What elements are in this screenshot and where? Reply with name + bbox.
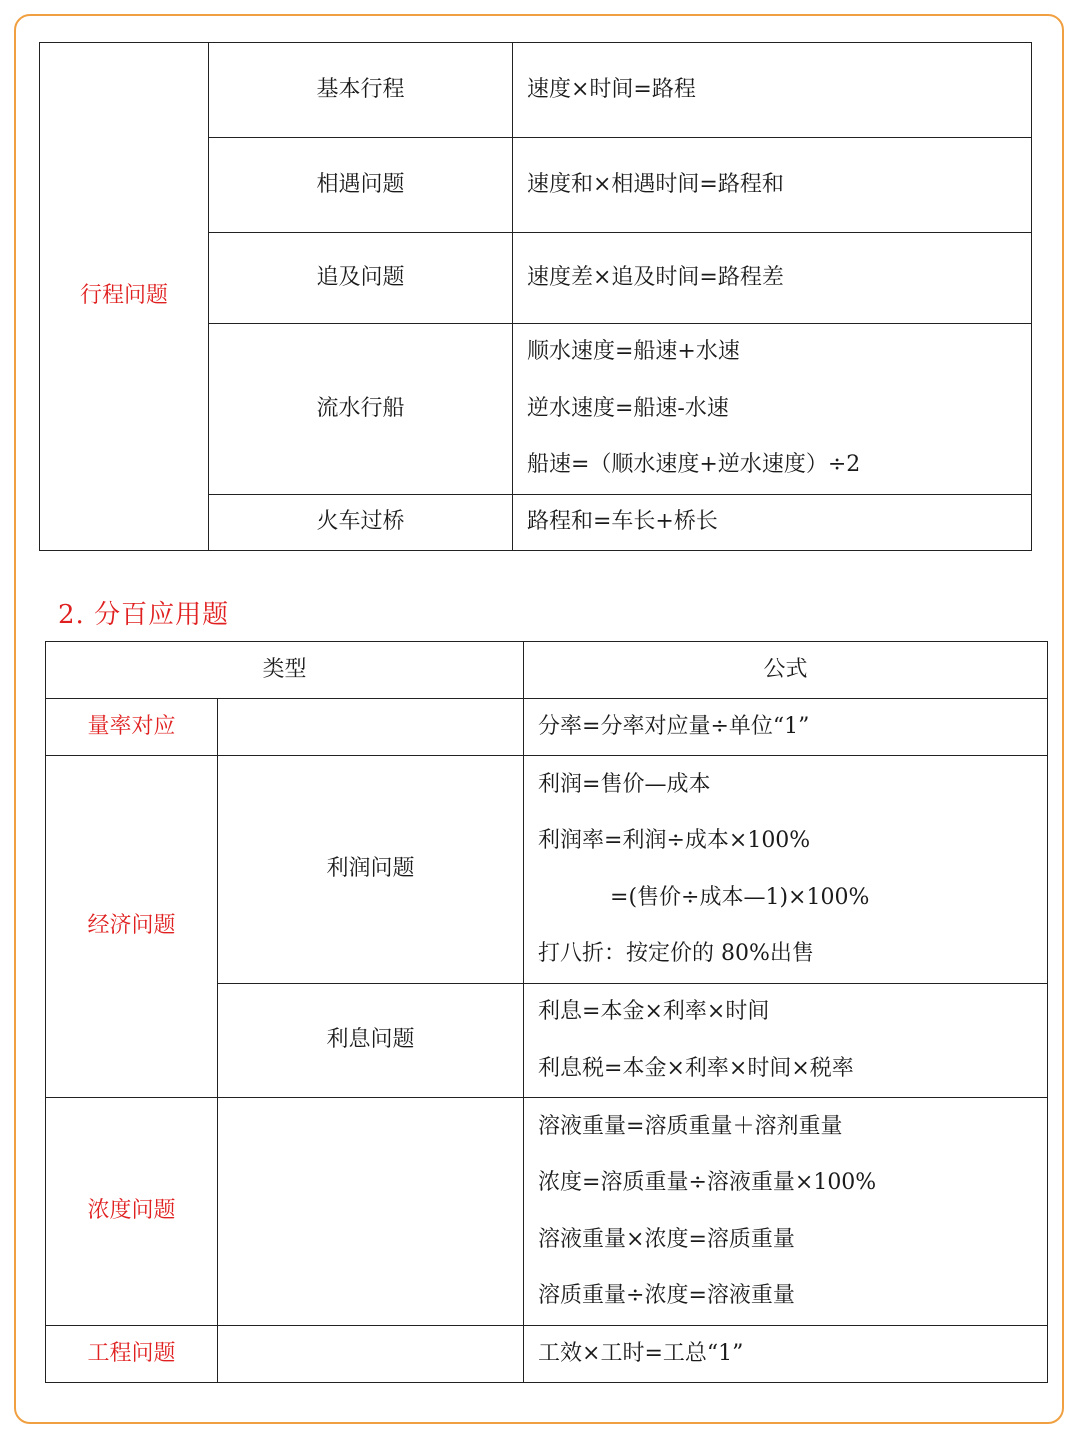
travel-type: 火车过桥: [209, 494, 513, 550]
formula: 利润=售价—成本: [538, 771, 711, 797]
travel-formula: 速度×时间=路程: [513, 43, 1032, 138]
formula: 打八折：按定价的 80%出售: [538, 941, 814, 966]
formula: 利息税=本金×利率×时间×税率: [538, 1055, 854, 1081]
header-type: 类型: [46, 642, 524, 699]
formula: 浓度=溶质重量÷溶液重量×100%: [538, 1170, 877, 1195]
header-formula: 公式: [524, 642, 1048, 699]
travel-type: 基本行程: [209, 43, 513, 138]
travel-table: [39, 42, 1032, 551]
formula: 溶质重量÷浓度=溶液重量: [538, 1283, 795, 1308]
formula: 溶液重量×浓度=溶质重量: [538, 1226, 795, 1252]
category-concentration: 浓度问题: [46, 1098, 218, 1326]
percent-table: [45, 641, 1048, 1383]
subtype-ratio: [218, 699, 524, 756]
formula: =(售价÷成本—1)×100%: [610, 884, 870, 910]
formula: 利润率=利润÷成本×100%: [538, 828, 811, 853]
category-economy: 经济问题: [46, 756, 218, 1098]
formula: 工效×工时=工总“1”: [524, 1326, 1048, 1383]
subtype-interest: 利息问题: [218, 984, 524, 1098]
category-engineering: 工程问题: [46, 1326, 218, 1383]
formula-cell-concentration: [524, 1098, 1048, 1326]
travel-type: 相遇问题: [209, 138, 513, 233]
subtype-profit: 利润问题: [218, 756, 524, 984]
travel-type: 流水行船: [209, 324, 513, 495]
travel-formula: 速度和×相遇时间=路程和: [513, 138, 1032, 233]
subtype-concentration: [218, 1098, 524, 1326]
formula-cell-interest: [524, 984, 1048, 1098]
formula: 溶液重量=溶质重量＋溶剂重量: [538, 1113, 843, 1139]
formula: 分率=分率对应量÷单位“1”: [524, 699, 1048, 756]
travel-formula: 路程和=车长+桥长: [513, 494, 1032, 550]
section-title: 2. 分百应用题: [58, 600, 230, 630]
travel-formula: 船速=（顺水速度+逆水速度）÷2: [527, 452, 861, 477]
formula: 利息=本金×利率×时间: [538, 999, 770, 1024]
travel-formula: 速度差×追及时间=路程差: [513, 233, 1032, 324]
travel-formula: 顺水速度=船速+水速: [527, 339, 740, 364]
formula-cell-profit: [524, 756, 1048, 984]
subtype-engineering: [218, 1326, 524, 1383]
travel-category: 行程问题: [40, 43, 209, 551]
travel-formula-cell: [513, 324, 1032, 495]
travel-type: 追及问题: [209, 233, 513, 324]
travel-formula: 逆水速度=船速-水速: [527, 395, 729, 421]
category-ratio: 量率对应: [46, 699, 218, 756]
